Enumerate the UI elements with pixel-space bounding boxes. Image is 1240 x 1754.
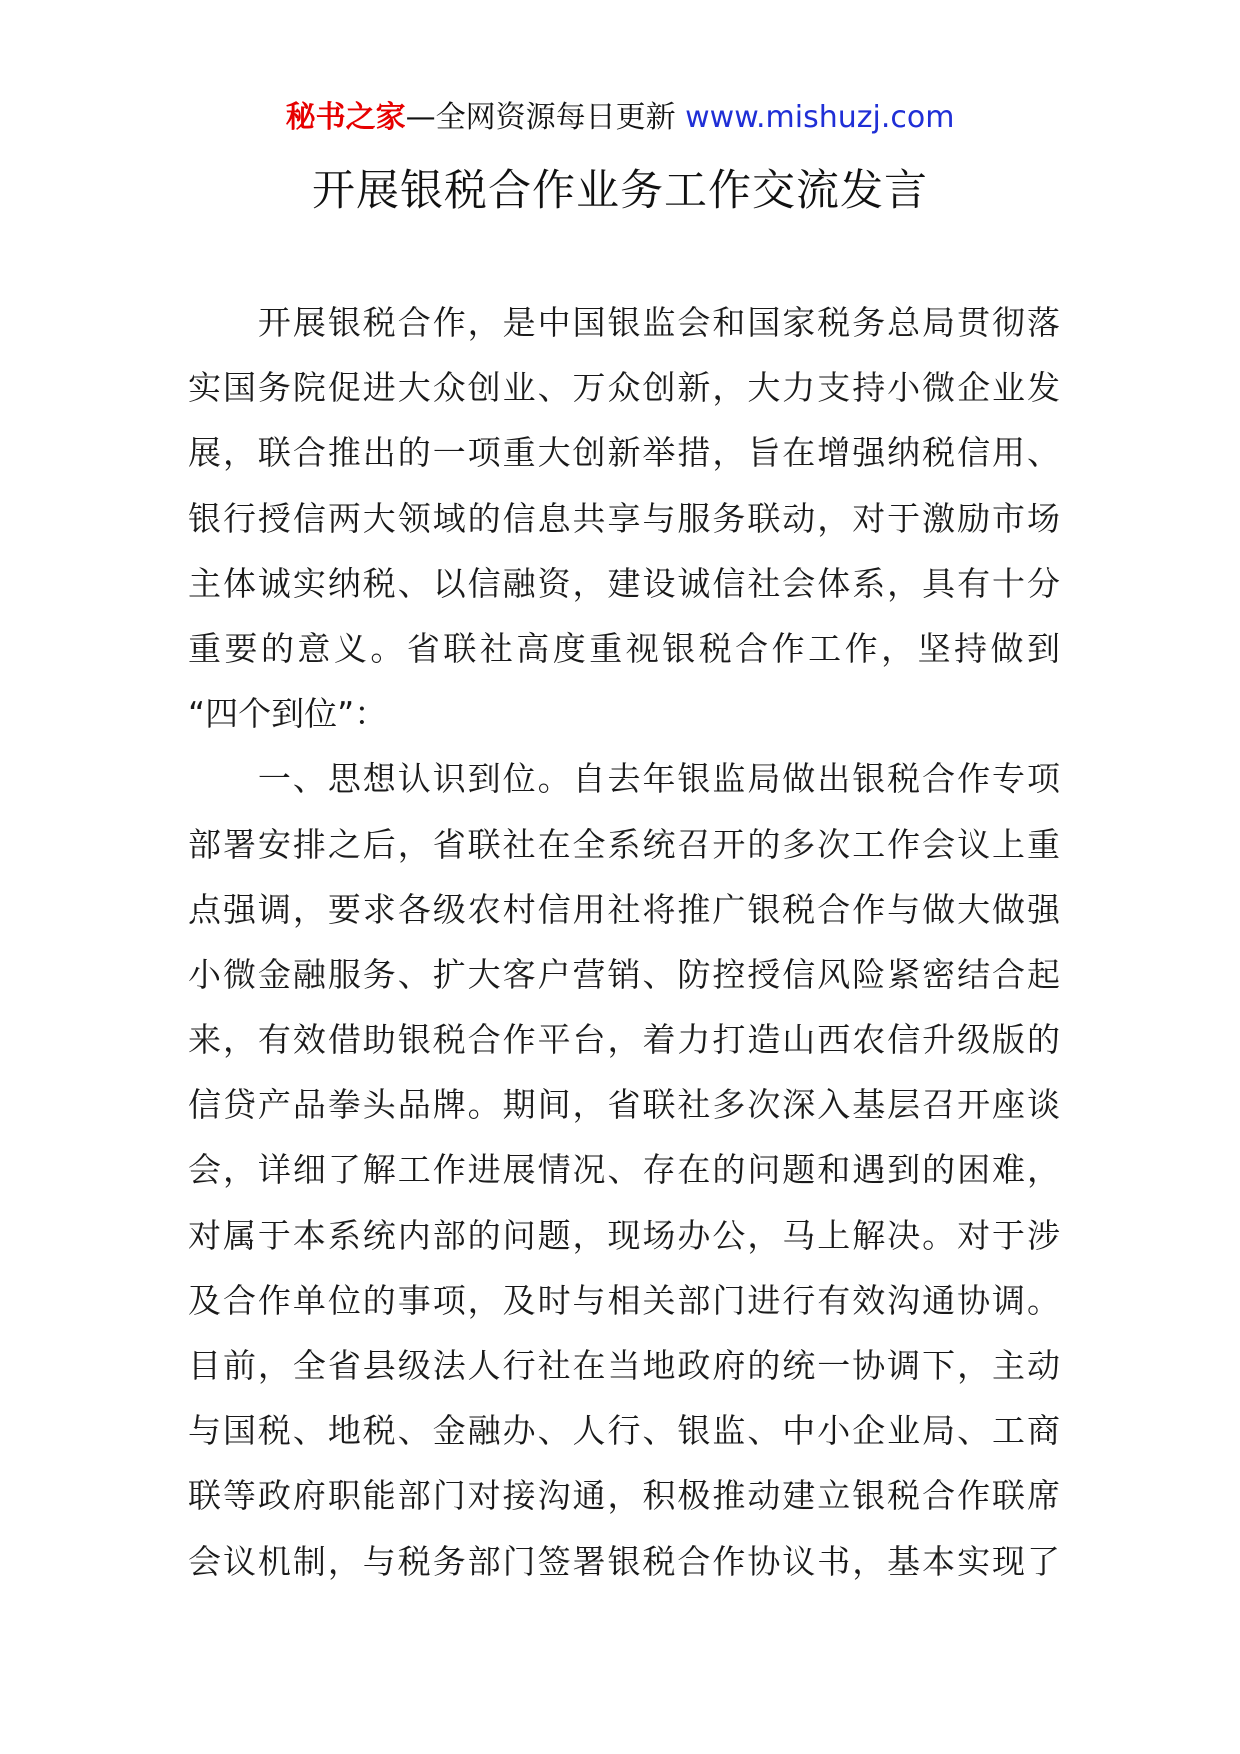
banner-tagline: —全网资源每日更新 [405,100,676,135]
body-line: 展，联合推出的一项重大创新举措，旨在增强纳税信用、 [188,433,1060,473]
brand-name: 秘书之家 [285,100,406,135]
body-line: 一、思想认识到位。自去年银监局做出银税合作专项 [188,759,1060,799]
body-line: 来，有效借助银税合作平台，着力打造山西农信升级版的 [188,1020,1060,1060]
site-banner [0,98,1240,138]
body-line: 重要的意义。省联社高度重视银税合作工作，坚持做到 [188,628,1060,668]
body-line: 及合作单位的事项，及时与相关部门进行有效沟通协调。 [188,1280,1060,1320]
site-url-link[interactable]: www.mishuzj.com [685,100,955,135]
body-line: 与国税、地税、金融办、人行、银监、中小企业局、工商 [188,1411,1060,1451]
body-line: 联等政府职能部门对接沟通，积极推动建立银税合作联席 [188,1476,1060,1516]
body-line: 目前，全省县级法人行社在当地政府的统一协调下，主动 [188,1346,1060,1385]
body-line: 开展银税合作，是中国银监会和国家税务总局贯彻落 [188,303,1060,342]
body-line: 小微金融服务、扩大客户营销、防控授信风险紧密结合起 [188,954,1060,994]
body-line: 信贷产品拳头品牌。期间，省联社多次深入基层召开座谈 [188,1085,1060,1125]
body-line: 点强调，要求各级农村信用社将推广银税合作与做大做强 [188,889,1060,929]
body-line: 银行授信两大领域的信息共享与服务联动，对于激励市场 [188,498,1060,538]
body-line: 会，详细了解工作进展情况、存在的问题和遇到的困难， [188,1150,1060,1190]
body-line: 主体诚实纳税、以信融资，建设诚信社会体系，具有十分 [188,563,1060,603]
body-line: 会议机制，与税务部门签署银税合作协议书，基本实现了 [188,1541,1060,1581]
body-line: 对属于本系统内部的问题，现场办公，马上解决。对于涉 [188,1215,1060,1255]
document-title: 开展银税合作业务工作交流发言 [312,166,928,216]
document-body [188,290,1060,1594]
body-line: “四个到位”： [188,694,388,734]
body-line: 实国务院促进大众创业、万众创新，大力支持小微企业发 [188,368,1060,408]
body-line: 部署安排之后，省联社在全系统召开的多次工作会议上重 [188,824,1060,864]
